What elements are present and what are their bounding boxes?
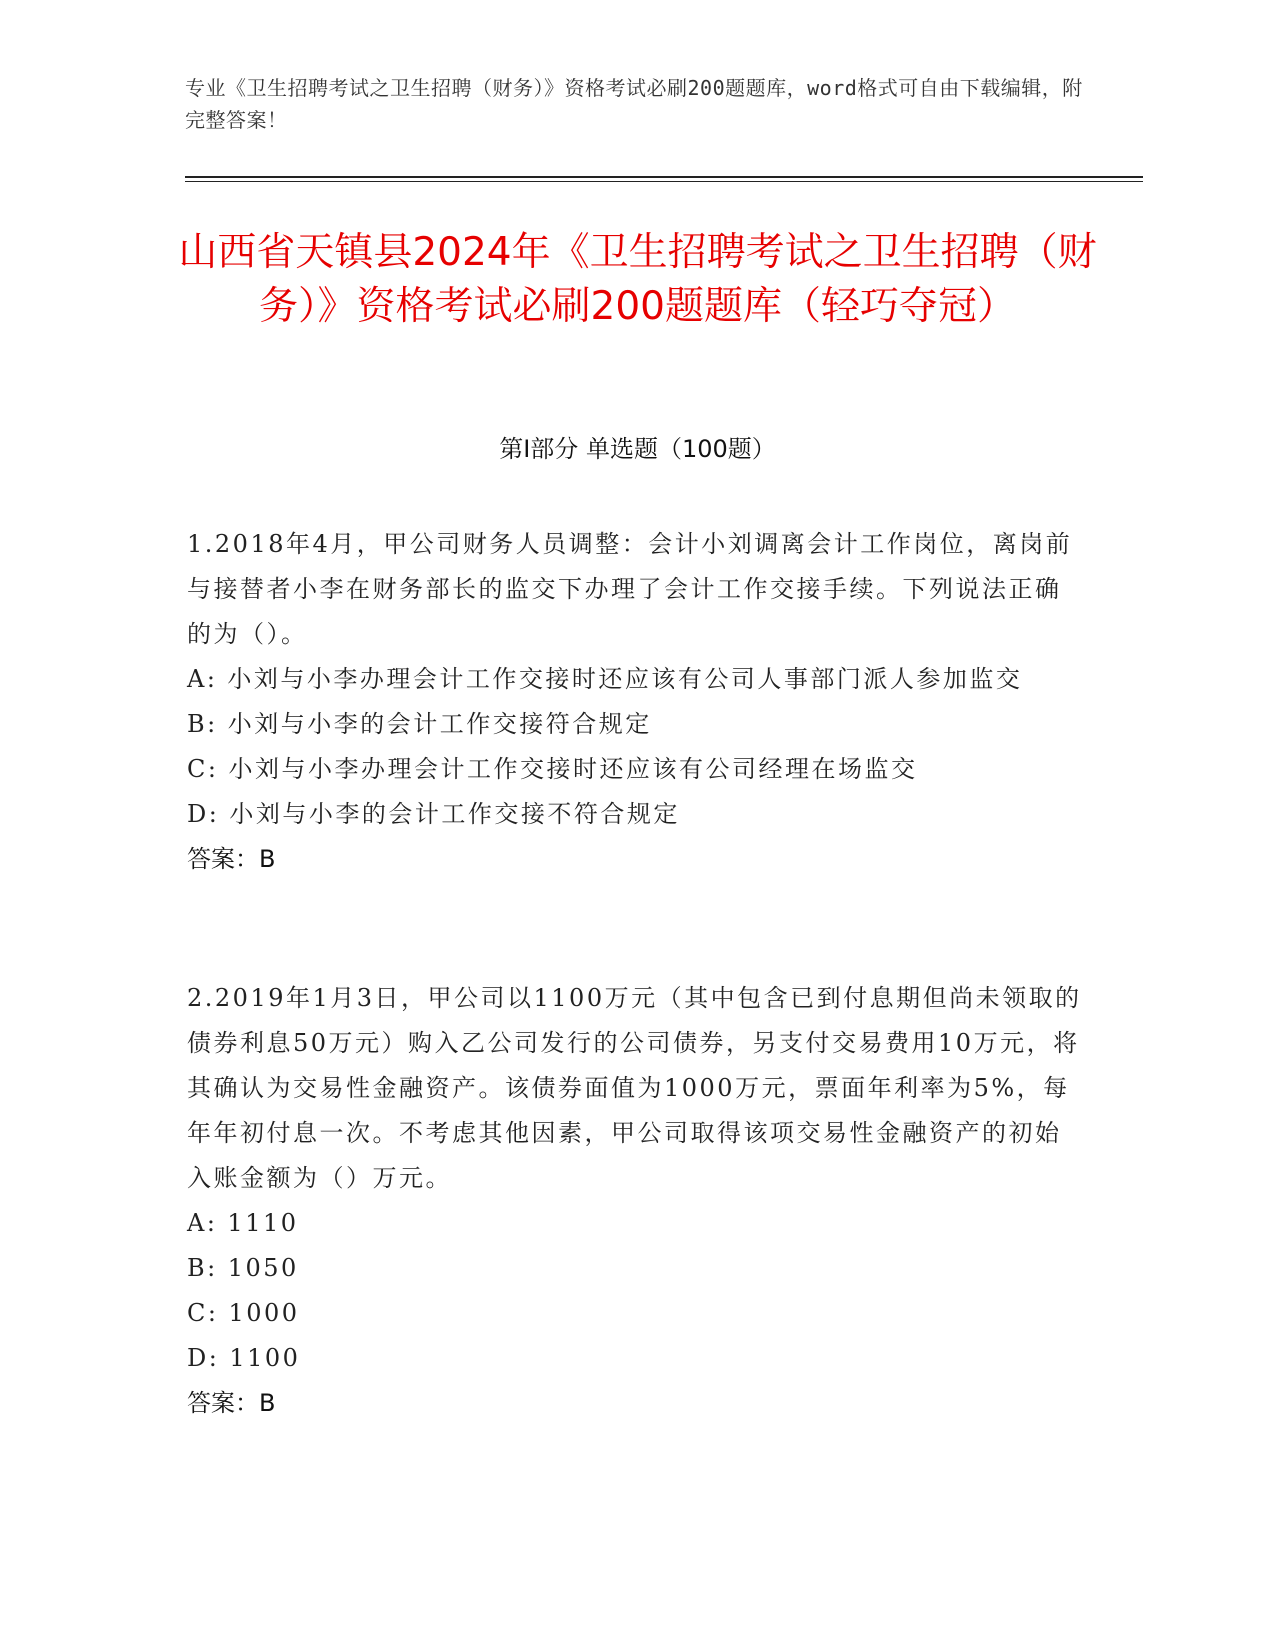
header-divider-thin bbox=[185, 181, 1143, 182]
option-a bbox=[187, 1201, 1082, 1246]
option-text: 小刘与小李的会计工作交接不符合规定 bbox=[229, 800, 680, 828]
option-text: 小刘与小李的会计工作交接符合规定 bbox=[227, 710, 652, 738]
section-title: 第I部分 单选题（100题） bbox=[499, 435, 776, 463]
option-key: A: bbox=[187, 1209, 218, 1237]
option-key: B: bbox=[187, 710, 218, 738]
option-c bbox=[187, 747, 1082, 792]
option-key: D: bbox=[187, 1344, 220, 1372]
option-key: D: bbox=[187, 800, 220, 828]
option-key: C: bbox=[187, 755, 219, 783]
header-note: 专业《卫生招聘考试之卫生招聘（财务）》资格考试必刷200题题库，word格式可自由下载编辑，附完整答案！ bbox=[185, 76, 1083, 132]
question-answer: 答案：B bbox=[187, 1389, 276, 1417]
option-key: B: bbox=[187, 1254, 218, 1282]
option-text: 1100 bbox=[229, 1344, 301, 1372]
option-text: 1000 bbox=[228, 1299, 300, 1327]
question-stem: 1.2018年4月，甲公司财务人员调整：会计小刘调离会计工作岗位，离岗前与接替者小李在财务部长的监交下办理了会计工作交接手续。下列说法正确的为（）。 bbox=[187, 530, 1073, 648]
option-text: 小刘与小李办理会计工作交接时还应该有公司人事部门派人参加监交 bbox=[227, 665, 1023, 693]
option-key: C: bbox=[187, 1299, 219, 1327]
question-1 bbox=[187, 522, 1082, 882]
question-2 bbox=[187, 976, 1082, 1426]
option-c bbox=[187, 1291, 1082, 1336]
option-d bbox=[187, 792, 1082, 837]
option-text: 1050 bbox=[227, 1254, 299, 1282]
option-a bbox=[187, 657, 1082, 702]
question-stem: 2.2019年1月3日，甲公司以1100万元（其中包含已到付息期但尚未领取的债券利息50万元）购入乙公司发行的公司债券，另支付交易费用10万元，将其确认为交易性金融资产。该债券面值为1000万元，票面年利率为5%，每年年初付息一次。不考虑其他因素，甲公司取得该项交易性金融资产的初始入账金额为（）万元。 bbox=[187, 984, 1082, 1192]
document-title: 山西省天镇县2024年《卫生招聘考试之卫生招聘（财务）》资格考试必刷200题题库（轻巧夺冠） bbox=[178, 230, 1097, 329]
header-divider-thick bbox=[185, 176, 1143, 178]
option-text: 小刘与小李办理会计工作交接时还应该有公司经理在场监交 bbox=[228, 755, 918, 783]
option-d bbox=[187, 1336, 1082, 1381]
option-text: 1110 bbox=[227, 1209, 299, 1237]
option-key: A: bbox=[187, 665, 218, 693]
question-answer: 答案：B bbox=[187, 845, 276, 873]
option-b bbox=[187, 702, 1082, 747]
option-b bbox=[187, 1246, 1082, 1291]
